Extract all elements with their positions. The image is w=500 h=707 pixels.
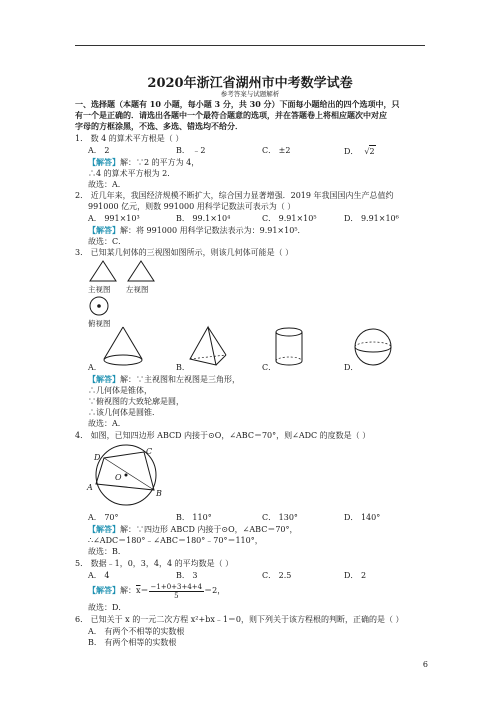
q3-cylinder-figure xyxy=(272,325,306,369)
q3-top-view-circle xyxy=(88,295,110,317)
q4-choice: 故选：B． xyxy=(88,547,126,556)
q4-option-d: D． 140° xyxy=(344,513,381,522)
q6-option-b: B． 有两个相等的实数根 xyxy=(88,638,177,647)
q5-xbar: $\overline{x}$ xyxy=(136,586,141,595)
q3-front-view-label: 主视图 xyxy=(88,285,111,294)
q4-label-b: B xyxy=(156,489,162,498)
q3-left-view-label: 左视图 xyxy=(126,285,149,294)
section-instructions-line1: 一、选择题（本题有 10 小题，每小题 3 分，共 30 分）下面每小题给出的四个选项中，只 xyxy=(75,99,400,109)
section-instructions-line3: 字母的方框涂黑，不选、多选、错选均不给分． xyxy=(75,121,243,131)
q3-answer-line2: ∴几何体是锥体， xyxy=(88,386,152,395)
q4-label-a: A xyxy=(87,483,93,492)
q3-stem: 3． 已知某几何体的三视图如图所示，则该几何体可能是（ ） xyxy=(75,248,294,257)
q2-answer-line1: 【解答】解：将 991000 用科学记数法表示为：9.91×10⁵． xyxy=(88,225,306,235)
q1-option-c: C． ±2 xyxy=(262,146,291,155)
q5-option-d: D． 2 xyxy=(344,571,367,580)
q1-option-d-radicand: 2 xyxy=(369,147,375,156)
q1-option-a: A． 2 xyxy=(88,146,110,155)
q1-option-d: D． √2 xyxy=(344,147,375,156)
q2-stem-line1: 2． 近几年来，我国经济规模不断扩大，综合国力显著增强．2019 年我国国内生产总值约 xyxy=(75,191,394,200)
q5-option-a: A． 4 xyxy=(88,571,110,580)
q1-answer-line2: ∴4 的算术平方根为 2． xyxy=(88,169,176,178)
q3-front-view-triangle xyxy=(88,259,118,283)
q3-pyramid-figure xyxy=(186,325,230,369)
q3-answer-line4: ∴该几何体是圆锥． xyxy=(88,408,160,417)
q4-option-c: C． 130° xyxy=(262,513,298,522)
q5-stem: 5． 数据﹣1，0，3，4，4 的平均数是（ ） xyxy=(75,559,234,568)
q4-label-o: O xyxy=(115,473,122,482)
q1-answer-line1: 【解答】解：∵2 的平方为 4， xyxy=(88,157,200,167)
q2-option-a: A． 991×10³ xyxy=(88,214,140,223)
q3-cone-figure xyxy=(100,325,146,369)
q3-top-view-label: 俯视图 xyxy=(88,319,111,328)
q1-stem: 1． 数 4 的算术平方根是（ ） xyxy=(75,134,184,143)
q2-option-d: D． 9.91×10⁶ xyxy=(344,214,399,223)
q3-option-a: A． xyxy=(88,363,102,372)
q2-option-b: B． 99.1×10⁴ xyxy=(176,214,231,223)
q4-answer-line1: 【解答】解：∵四边形 ABCD 内接于⊙O，∠ABC＝70°， xyxy=(88,524,298,534)
q4-answer-line2: ∴∠ADC＝180°﹣∠ABC＝180°﹣70°＝110°， xyxy=(88,536,263,545)
page-subtitle: 参考答案与试题解析 xyxy=(220,90,280,98)
page-number: 6 xyxy=(422,660,428,669)
q2-option-c: C． 9.91×10⁵ xyxy=(262,214,317,223)
page-title: 2020年浙江省湖州市中考数学试卷 xyxy=(147,76,353,91)
q2-choice: 故选：C． xyxy=(88,237,127,246)
q3-option-d: D． xyxy=(344,363,359,372)
q5-choice: 故选：D． xyxy=(88,603,127,612)
q4-option-b: B． 110° xyxy=(176,513,212,522)
q4-option-a: A． 70° xyxy=(88,513,119,522)
q1-option-b: B． ﹣2 xyxy=(176,146,206,155)
q3-answer-line3: ∵俯视图的大致轮廓是圆， xyxy=(88,397,184,406)
q4-label-d: D xyxy=(94,453,101,462)
q1-choice: 故选：A． xyxy=(88,180,126,189)
q4-label-c: C xyxy=(146,447,153,456)
header-rule xyxy=(75,45,425,46)
q2-stem-line2: 991000 亿元，则数 991000 用科学记数法可表示为（ ） xyxy=(88,202,296,211)
q3-left-view-triangle xyxy=(126,259,156,283)
q5-answer-line1: 【解答】解：$\overline{x}=$ $\frac{-1+0+3+4+4}{5}$ ＝2， xyxy=(88,582,226,600)
q6-stem: 6． 已知关于 x 的一元二次方程 x²+bx﹣1＝0，则下列关于该方程根的判断，正确的是（ ） xyxy=(75,615,404,624)
q3-option-c: C． xyxy=(262,363,277,372)
q5-fraction: $\frac{-1+0+3+4+4}{5}$ xyxy=(150,582,203,600)
q4-stem: 4． 如图，已知四边形 ABCD 内接于⊙O，∠ABC＝70°，则∠ADC 的度数是（ ） xyxy=(75,431,371,440)
q3-answer-line1: 【解答】解：∵主视图和左视图是三角形， xyxy=(88,374,240,384)
q3-option-b: B． xyxy=(176,363,190,372)
section-instructions-line2: 有一个是正确的．请选出各题中一个最符合题意的选项，并在答题卷上将相应题次中对应 xyxy=(75,110,387,120)
q3-choice: 故选：A． xyxy=(88,419,126,428)
q5-option-b: B． 3 xyxy=(176,571,198,580)
q5-option-c: C． 2.5 xyxy=(262,571,292,580)
q6-option-a: A． 有两个不相等的实数根 xyxy=(88,627,185,636)
